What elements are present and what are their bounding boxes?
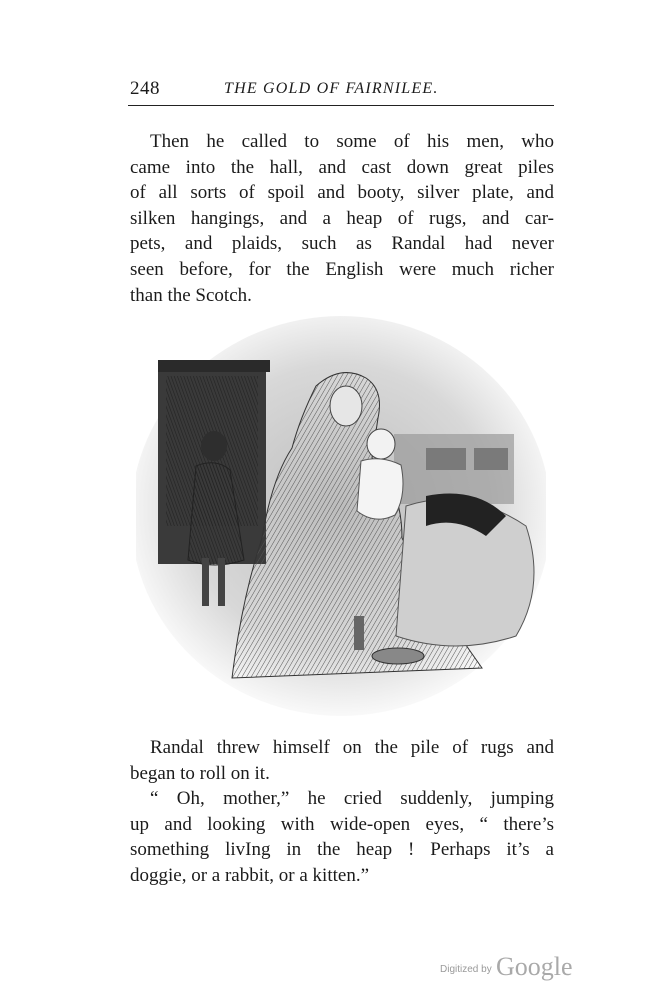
- paragraph-3: [130, 786, 554, 888]
- text-line: up and looking with wide-open eyes, “ there’s: [130, 813, 554, 835]
- page-number: 248: [130, 78, 160, 99]
- wooden-bench: [394, 434, 514, 504]
- text-line: doggie, or a rabbit, or a kitten.”: [130, 864, 370, 886]
- digitized-label: Digitized by: [440, 964, 492, 975]
- text-line: Then he called to some of his men, who: [150, 131, 554, 152]
- google-wordmark: Google: [496, 952, 573, 981]
- text-line: something livIng in the heap ! Perhaps it’s a: [130, 839, 554, 861]
- paragraph-1: [130, 129, 554, 308]
- text-line: of all sorts of spoil and booty, silver plate, and: [130, 182, 554, 204]
- paragraph-2: [130, 735, 554, 786]
- engraving-illustration: [136, 316, 546, 716]
- text-line: pets, and plaids, such as Randal had never: [130, 233, 554, 255]
- running-title: THE GOLD OF FAIRNILEE.: [224, 80, 439, 97]
- text-line: seen before, for the English were much richer: [130, 258, 554, 280]
- page-header: [128, 78, 554, 104]
- text-line: began to roll on it.: [130, 762, 270, 784]
- text-line: Randal threw himself on the pile of rugs and: [150, 737, 554, 758]
- text-line: silken hangings, and a heap of rugs, and car-: [130, 207, 554, 229]
- header-rule: [128, 105, 554, 106]
- text-line: “ Oh, mother,” he cried suddenly, jumping: [150, 788, 554, 809]
- text-line: came into the hall, and cast down great piles: [130, 156, 554, 178]
- text-line: than the Scotch.: [130, 284, 252, 306]
- digitized-by-google-watermark: [440, 952, 580, 982]
